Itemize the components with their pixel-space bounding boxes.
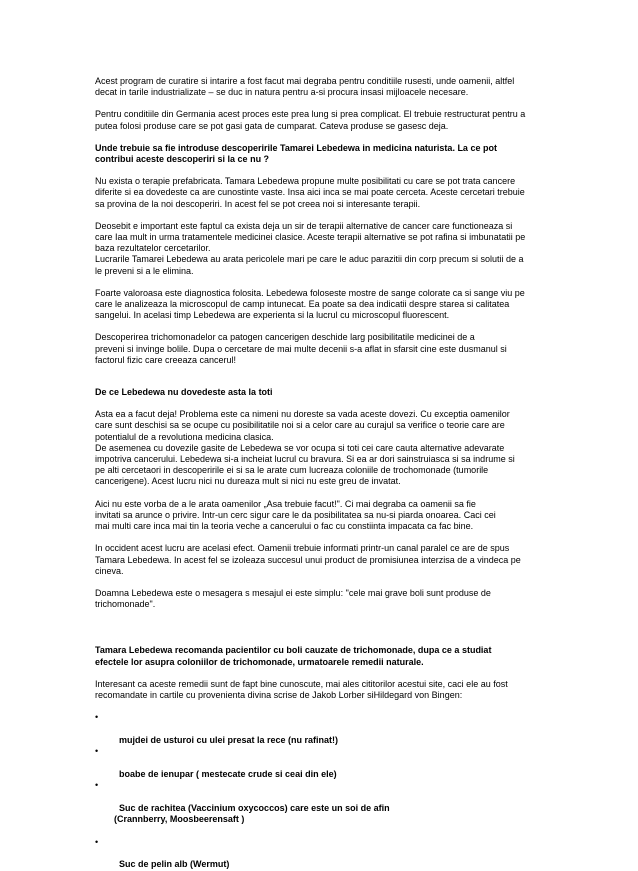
document-body [95,76,550,871]
paragraph: Descoperirea trichomonadelor ca patogen cancerigen deschide larg posibilitatile medicinei de a preveni si invinge bolile. Dupa o cercetare de mai multe decenii s-a aflat in sfarsit cine este dusmanul si factorul fizic care creeaza cancerul! [95,332,507,365]
spacer [95,621,550,645]
paragraph: Interesant ca aceste remedii sunt de fapt bine cunoscute, mai ales cititorilor acestui site, caci ele au fost recomandate in cartile cu provenienta divina scrise de Jakob Lorber siHildegard von Bingen: [95,678,508,700]
list-item-text: Suc de pelin alb (Wermut) [119,859,230,870]
paragraph: Foarte valoroasa este diagnostica folosita. Lebedewa foloseste mostre de sange colorate ca si sange viu pe care le analizeaza la microscopul de camp intunecat. Ea poate sa dea indicatii despre starea si calitatea sangelui. In acelasi timp Lebedewa are experienta si la lucrul cu microscopul fluorescent. [95,287,525,321]
paragraph: Lucrarile Tamarei Lebedewa au arata pericolele mari pe care le aduc parazitii din corp precum si solutii de a le preveni si a le elimina. [95,254,524,276]
list-item-text: mujdei de usturoi cu ulei presat la rece (nu rafinat!) [119,734,339,745]
paragraph: Asta ea a facut deja! Problema este ca nimeni nu doreste sa vada aceste dovezi. Cu exceptia oamenilor care sunt deschisi sa se ocupe cu posibilitatile noi si a celor care au curajul sa verifice o teorie care are potentialul de a revolutiona medicina clasica. [95,409,510,442]
list-item [95,712,550,746]
paragraph: Pentru conditiile din Germania acest proces este prea lung si prea complicat. El trebuie restructurat pentru a putea folosi produse care se pot gasi gata de cumparat. Cateva produse se gasesc deja. [95,109,526,131]
paragraph: Doamna Lebedewa este o mesagera s mesajul ei este simplu: "cele mai grave boli sunt produse de trichomonade". [95,587,491,610]
paragraph: In occident acest lucru are acelasi efect. Oamenii trebuie informati printr-un canal paralel ce are de spus Tamara Lebedewa. In acest fel se izoleaza succesul unui product de promisiunea interzisa de a vindeca pe cineva. [95,543,521,576]
list-item-text: boabe de ienupar ( mestecate crude si ceai din ele) [119,768,337,779]
bullet-icon: • [95,780,99,791]
remedies-list [95,712,550,870]
paragraph: Nu exista o terapie prefabricata. Tamara Lebedewa propune multe posibilitati cu care se pot trata cancere diferite si ea dovedeste ca are cunostinte vaste. Insa aici inca se mai poate cerceta. Aceste cercetari trebuie sa provina de la noi descoperiri. In acest fel se pot creea noi si interesante terapii. [95,176,525,209]
section-heading: Tamara Lebedewa recomanda pacientilor cu boli cauzate de trichomonade, dupa ce a studiat efectele lor asupra coloniilor de trichomonade, urmatoarele remedii naturale. [95,645,492,667]
paragraph: Acest program de curatire si intarire a fost facut mai degraba pentru conditiile rusesti, unde oamenii, altfel decat in tarile industrializate – se duc in natura pentru a-si procura insasi mijloacele necesare. [95,76,515,98]
section-heading: Unde trebuie sa fie introduse descoperirile Tamarei Lebedewa in medicina naturista. La ce pot contribui aceste descoperiri si la ce nu ? [95,142,497,165]
bullet-icon: • [95,746,99,757]
paragraph: Deosebit e important este faptul ca exista deja un sir de terapii alternative de cancer care functioneaza si care Iaa mult in urma tratamentele medicinei clasice. Aceste terapii alternative se pot rafina si imbunatatii pe baza rezultatelor cercetarilor. [95,220,526,254]
list-item [95,837,550,871]
section-heading: De ce Lebedewa nu dovedeste asta la toti [95,387,273,398]
paragraph: De asemenea cu dovezile gasite de Lebedewa se vor ocupa si toti cei care cauta alternative adevarate impotriva cancerului. Lebedewa si-a incheiat lucrul cu bravura. Si ea ar dori sainstruiasca si sa indrume si pe alti cercetaori in descoperirile ei si sa le arate cum lucreaza coloniile de trochomonade (tumorile cancerigene). Acest lucru nici nu dureaza mult si nici nu este greu de invatat. [95,442,515,487]
bullet-icon: • [95,712,99,723]
paragraph: Aici nu este vorba de a le arata oamenilor „Asa trebuie facut!". Ci mai degraba ca oamenii sa fie invitati sa arunce o privire. Intr-un cerc sigur care le da posibilitatea sa nu-si piarda onoarea. Caci cei mai multi care inca mai tin la teoria veche a cancerului o fac cu constiinta impacata ca fac bine. [95,498,496,532]
list-item [95,780,550,836]
spacer [95,377,550,387]
list-item [95,746,550,780]
list-item-text: Suc de rachitea (Vaccinium oxycoccos) care este un soi de afin [119,802,390,813]
list-item-continuation: (Crannberry, Moosbeerensaft ) [114,813,245,824]
bullet-icon: • [95,836,99,847]
